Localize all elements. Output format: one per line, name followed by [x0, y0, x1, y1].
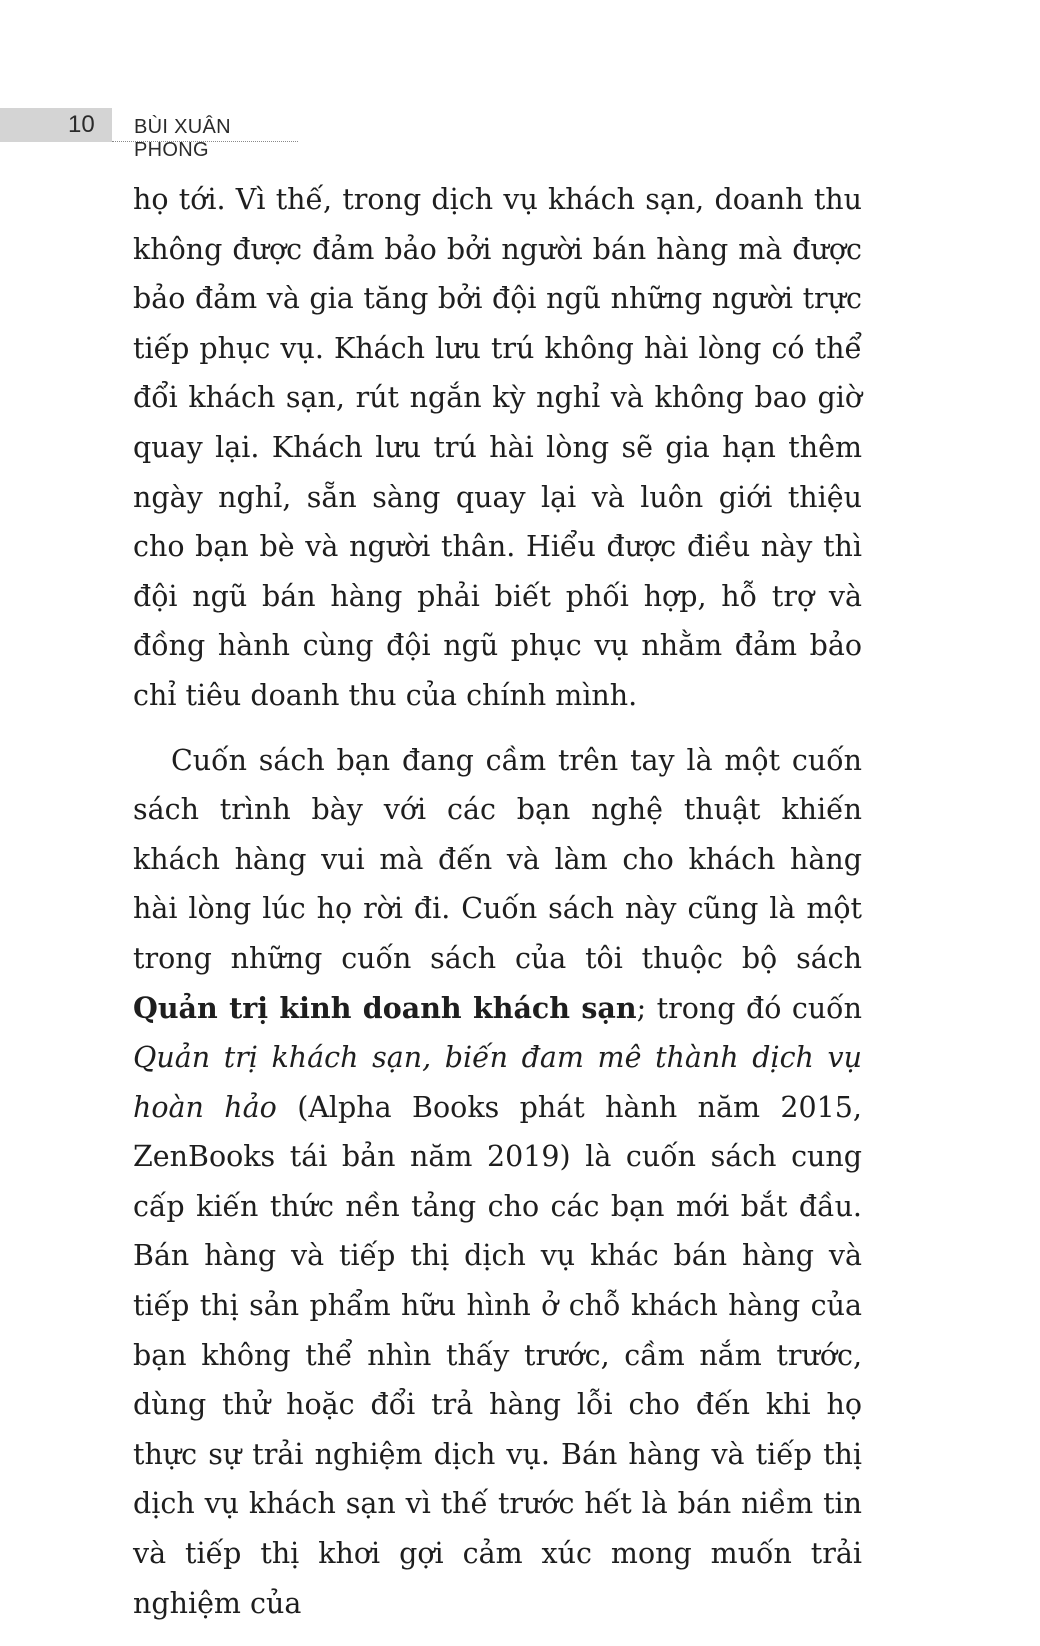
page-number: 10: [68, 111, 95, 138]
paragraph-1: họ tới. Vì thế, trong dịch vụ khách sạn, doanh thu không được đảm bảo bởi người bán hàng mà được bảo đảm và gia tăng bởi đội ngũ những người trực tiếp phục vụ. Khách lưu trú không hài lòng có thể đổi khách sạn, rút ngắn kỳ nghỉ và không bao giờ quay lại. Khách lưu trú hài lòng sẽ gia hạn thêm ngày nghỉ, sẵn sàng quay lại và luôn giới thiệu cho bạn bè và người thân. Hiểu được điều này thì đội ngũ bán hàng phải biết phối hợp, hỗ trợ và đồng hành cùng đội ngũ phục vụ nhằm đảm bảo chỉ tiêu doanh thu của chính mình.: [133, 183, 862, 712]
book-series-name: Quản trị kinh doanh khách sạn: [133, 990, 637, 1025]
paragraph-2-part-3: (Alpha Books phát hành năm 2015, ZenBooks tái bản năm 2019) là cuốn sách cung cấp kiến thức nền tảng cho các bạn mới bắt đầu. Bán hàng và tiếp thị dịch vụ khác bán hàng và tiếp thị sản phẩm hữu hình ở chỗ khách hàng của bạn không thể nhìn thấy trước, cầm nắm trước, dùng thử hoặc đổi trả hàng lỗi cho đến khi họ thực sự trải nghiệm dịch vụ. Bán hàng và tiếp thị dịch vụ khách sạn vì thế trước hết là bán niềm tin và tiếp thị khơi gợi cảm xúc mong muốn trải nghiệm của: [133, 1090, 862, 1620]
page-number-tab: [0, 108, 112, 142]
header-dotted-rule: [112, 141, 298, 142]
paragraph-2: [133, 736, 862, 1629]
paragraph-2-part-1: Cuốn sách bạn đang cầm trên tay là một cuốn sách trình bày với các bạn nghệ thuật khiến khách hàng vui mà đến và làm cho khách hàng hài lòng lúc họ rời đi. Cuốn sách này cũng là một trong những cuốn sách của tôi thuộc bộ sách: [133, 743, 862, 975]
body-text: [133, 175, 862, 1628]
author-name: BÙI XUÂN PHONG: [134, 116, 231, 161]
book-title: Quản trị khách sạn, biến đam mê thành dịch vụ hoàn hảo: [133, 1041, 862, 1124]
running-header: [0, 108, 300, 161]
paragraph-2-part-2: ; trong đó cuốn: [636, 991, 862, 1025]
